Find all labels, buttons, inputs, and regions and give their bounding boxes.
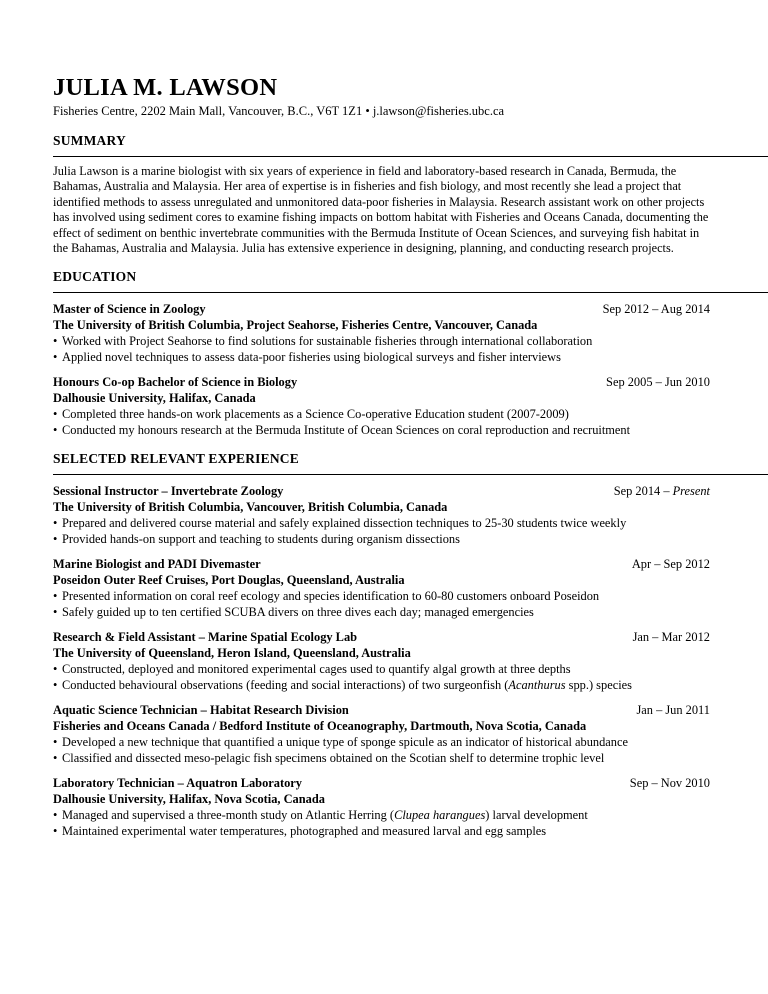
- bullet-item: • Classified and dissected meso-pelagic fish specimens obtained on the Scotian shelf to determine trophic level: [53, 751, 605, 766]
- education-entry: [53, 374, 711, 438]
- experience-entry: [53, 629, 711, 693]
- employer: Fisheries and Oceans Canada / Bedford Institute of Oceanography, Dartmouth, Nova Scotia, Canada: [53, 719, 587, 734]
- experience-heading: SELECTED RELEVANT EXPERIENCE: [53, 451, 299, 467]
- experience-entry: [53, 483, 711, 547]
- job-title: Sessional Instructor – Invertebrate Zoology: [53, 484, 284, 499]
- section-divider: [53, 474, 768, 475]
- degree-title: Master of Science in Zoology: [53, 302, 206, 317]
- date-range: Sep 2005 – Jun 2010: [606, 375, 710, 390]
- experience-entry: [53, 775, 711, 839]
- date-range: Sep – Nov 2010: [629, 776, 710, 791]
- bullet-item: • Safely guided up to ten certified SCUBA divers on three dives each day; managed emergencies: [53, 605, 534, 620]
- employer: Poseidon Outer Reef Cruises, Port Douglas, Queensland, Australia: [53, 573, 405, 588]
- employer: The University of British Columbia, Vancouver, British Columbia, Canada: [53, 500, 448, 515]
- institution: Dalhousie University, Halifax, Canada: [53, 391, 256, 406]
- bullet-item: • Provided hands-on support and teaching to students during organism dissections: [53, 532, 460, 547]
- bullet-item: • Conducted behavioural observations (feeding and social interactions) of two surgeonfish (Acanthurus spp.) species: [53, 678, 632, 693]
- summary-text: Julia Lawson is a marine biologist with six years of experience in field and laboratory-based research in Canada, Bermuda, the Bahamas, Australia and Malaysia. Her area of expertise is in fisheries and fish biology, and most recently she lead a project that identified methods to assess unregulated and unmonitored data-poor fisheries in Malaysia. Research assistant work on other projects has involved using sediment cores to examine fishing impacts on bottom habitat with Fisheries and Oceans Canada, documenting the effect of sediment on benthic invertebrate communities with the Bermuda Institute of Ocean Sciences, and surveying fish habitat in the Bahamas, Australia and Malaysia. Julia has extensive experience in designing, planning, and conducting research projects.: [53, 164, 709, 256]
- date-range: Sep 2014 – Present: [613, 484, 710, 499]
- date-range: Jan – Jun 2011: [636, 703, 710, 718]
- experience-entry: [53, 702, 711, 766]
- education-entry: [53, 301, 711, 365]
- institution: The University of British Columbia, Project Seahorse, Fisheries Centre, Vancouver, Canada: [53, 318, 538, 333]
- job-title: Laboratory Technician – Aquatron Laboratory: [53, 776, 302, 791]
- bullet-item: • Prepared and delivered course material and safely explained dissection techniques to 25-30 students twice weekly: [53, 516, 627, 531]
- bullet-item: • Constructed, deployed and monitored experimental cages used to quantify algal growth at three depths: [53, 662, 571, 677]
- date-range: Apr – Sep 2012: [631, 557, 710, 572]
- section-divider: [53, 292, 768, 293]
- contact-line: Fisheries Centre, 2202 Main Mall, Vancouver, B.C., V6T 1Z1 • j.lawson@fisheries.ubc.ca: [53, 104, 505, 118]
- degree-title: Honours Co-op Bachelor of Science in Biology: [53, 375, 298, 390]
- employer: The University of Queensland, Heron Island, Queensland, Australia: [53, 646, 411, 661]
- bullet-item: • Applied novel techniques to assess data-poor fisheries using biological surveys and fisher interviews: [53, 350, 561, 365]
- job-title: Marine Biologist and PADI Divemaster: [53, 557, 261, 572]
- bullet-item: • Worked with Project Seahorse to find solutions for sustainable fisheries through international collaboration: [53, 334, 593, 349]
- experience-entry: [53, 556, 711, 620]
- job-title: Aquatic Science Technician – Habitat Research Division: [53, 703, 349, 718]
- bullet-item: • Presented information on coral reef ecology and species identification to 60-80 customers onboard Poseidon: [53, 589, 600, 604]
- bullet-item: • Maintained experimental water temperatures, photographed and measured larval and egg samples: [53, 824, 547, 839]
- bullet-item: • Conducted my honours research at the Bermuda Institute of Ocean Sciences on coral reproduction and recruitment: [53, 423, 631, 438]
- summary-heading: SUMMARY: [53, 133, 126, 148]
- bullet-item: • Managed and supervised a three-month study on Atlantic Herring (Clupea harangues) larval development: [53, 808, 588, 823]
- bullet-item: • Developed a new technique that quantified a unique type of sponge spicule as an indicator of historical abundance: [53, 735, 628, 750]
- section-divider: [53, 156, 768, 157]
- bullet-item: • Completed three hands-on work placements as a Science Co-operative Education student (2007-2009): [53, 407, 569, 422]
- date-range: Sep 2012 – Aug 2014: [602, 302, 710, 317]
- job-title: Research & Field Assistant – Marine Spatial Ecology Lab: [53, 630, 358, 645]
- date-range: Jan – Mar 2012: [632, 630, 710, 645]
- employer: Dalhousie University, Halifax, Nova Scotia, Canada: [53, 792, 325, 807]
- candidate-name: JULIA M. LAWSON: [53, 74, 278, 101]
- education-heading: EDUCATION: [53, 269, 137, 285]
